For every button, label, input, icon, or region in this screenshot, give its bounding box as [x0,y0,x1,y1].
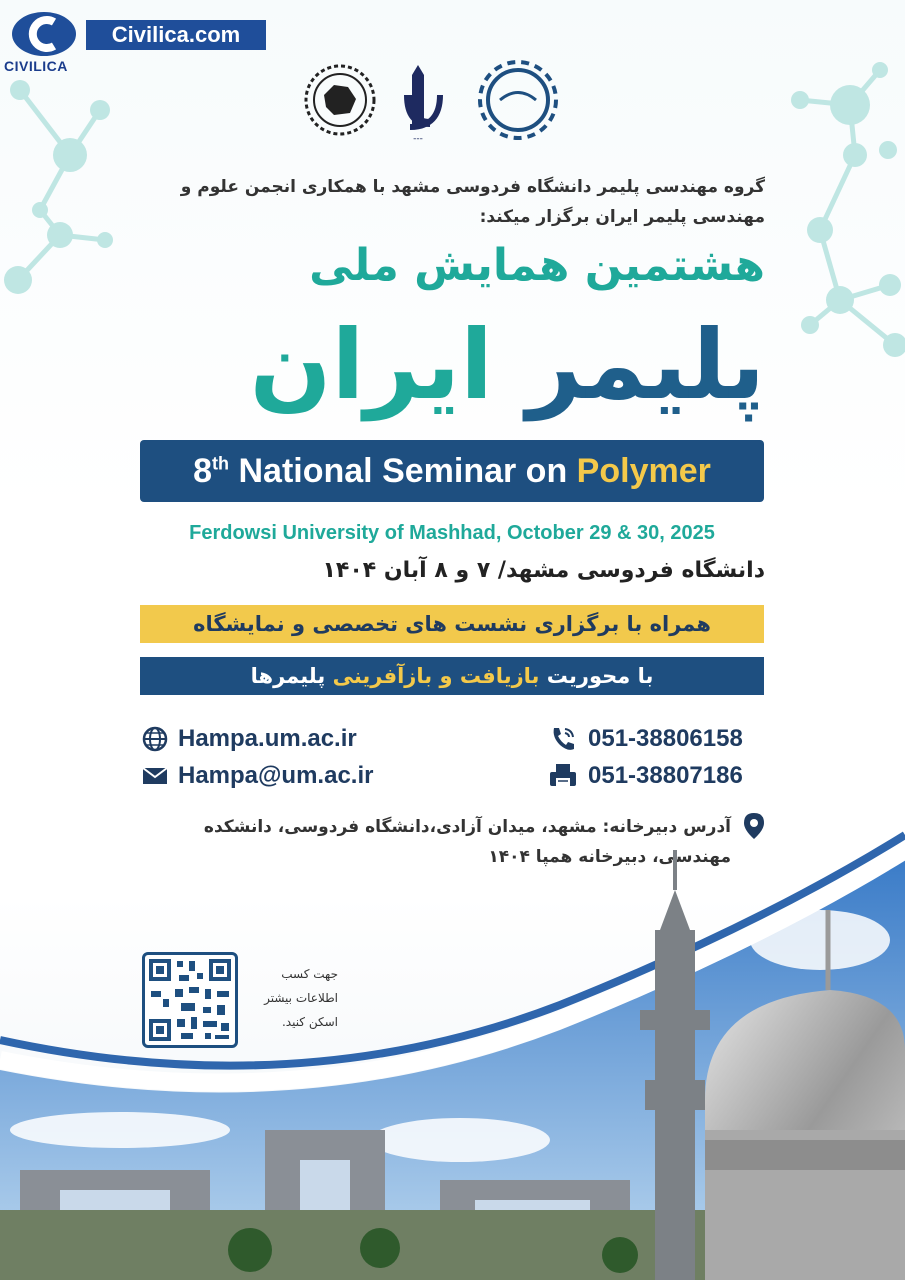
fax-icon [548,763,578,789]
phone-icon [548,725,578,753]
civilica-logo-icon[interactable] [6,8,76,58]
title-en-number: 8 [193,452,213,490]
title-en-bar [140,440,764,502]
title-fa-polymer: پلیمر [526,309,765,421]
polymer-society-logo-icon [306,66,374,134]
secretariat-address: آدرس دبیرخانه: مشهد، میدان آزادی،دانشگاه فردوسی، دانشکده مهندسی، دبیرخانه همپا ۱۴۰۴ [203,817,731,867]
title-en-highlight: Polymer [576,452,711,490]
mashhad-scene-illustration [0,830,905,1280]
title-fa-line2 [125,310,765,420]
polymer-department-logo-icon [480,62,556,138]
globe-icon [142,726,168,752]
theme-highlight: بازیافت و بازآفرینی [332,664,540,688]
civilica-banner[interactable]: Civilica.com [86,20,266,50]
organizer-logos [300,55,560,145]
sessions-exhibition-bar: همراه با برگزاری نشست های تخصصی و نمایشگاه [140,605,764,643]
website-contact[interactable] [142,724,357,754]
intro-text: گروه مهندسی پلیمر دانشگاه فردوسی مشهد با همکاری انجمن علوم و مهندسی پلیمر ایران برگزار میکند: [180,177,765,227]
mail-icon [142,766,168,786]
qr-caption: جهت کسب اطلاعات بیشتر اسکن کنید. [264,967,338,1029]
phone-contact[interactable] [548,724,743,754]
theme-bar [140,657,764,695]
venue-fa: دانشگاه فردوسی مشهد/ ۷ و ۸ آبان ۱۴۰۴ [322,558,765,583]
qr-code-icon[interactable] [142,952,238,1048]
venue-en: Ferdowsi University of Mashhad, October 29 & 30, 2025 [189,522,715,544]
ferdowsi-university-logo-icon [404,65,440,144]
website-text[interactable]: Hampa.um.ac.ir [178,725,357,752]
civilica-wordmark: CIVILICA [4,58,68,74]
email-text[interactable]: Hampa@um.ac.ir [178,762,374,789]
title-fa-line1: هشتمین همایش ملی [309,240,765,291]
theme-suffix: پلیمرها [250,664,333,688]
svg-text:---: --- [413,134,423,144]
title-en-suffix: th [212,453,230,474]
phone-number[interactable]: 051-38806158 [588,725,743,752]
fax-number[interactable]: 051-38807186 [588,762,743,789]
email-contact[interactable] [142,761,373,791]
fax-contact[interactable] [548,761,743,791]
title-fa-iran: ایران [249,309,494,421]
title-en-main: National Seminar on [229,452,577,490]
theme-prefix: با محوریت [539,664,654,688]
